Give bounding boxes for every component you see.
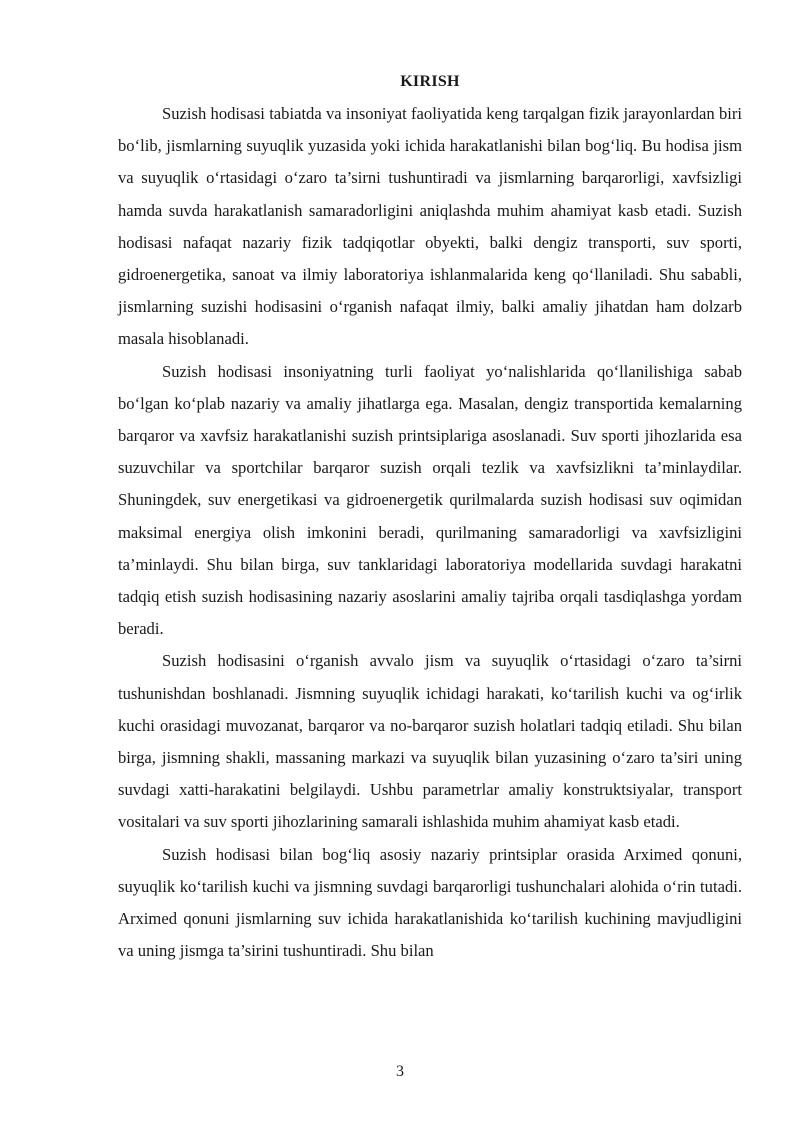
section-title: KIRISH: [400, 73, 460, 90]
page-number: 3: [396, 1063, 404, 1080]
paragraph-2: Suzish hodisasi insoniyatning turli faoliyat yo‘nalishlarida qo‘llanilishiga sabab bo‘lgan ko‘plab nazariy va amaliy jihatlarga ega. Masalan, dengiz transportida kemalarning barqaror va xavfsiz harakatlanishi suzish printsiplariga asoslanadi. Suv sporti jihozlarida esa suzuvchilar va sportchilar barqaror suzish orqali tezlik va xavfsizlikni ta’minlaydilar. Shuningdek, suv energetikasi va gidroenergetik qurilmalarda suzish hodisasi suv oqimidan maksimal energiya olish imkonini beradi, qurilmaning samaradorligi va xavfsizligini ta’minlaydi. Shu bilan birga, suv tanklaridagi laboratoriya modellarida suvdagi harakatni tadqiq etish suzish hodisasining nazariy asoslarini amaliy tajriba orqali tasdiqlashga yordam beradi.: [118, 361, 742, 639]
document-page: [118, 72, 742, 967]
paragraph-4: Suzish hodisasi bilan bog‘liq asosiy nazariy printsiplar orasida Arximed qonuni, suyuqlik ko‘tarilish kuchi va jismning suvdagi barqarorligi tushunchalari alohida o‘rin tutadi. Arximed qonuni jismlarning suv ichida harakatlanishida ko‘tarilish kuchining mavjudligini va uning jismga ta’sirini tushuntiradi. Shu bilan: [118, 844, 742, 961]
paragraph-3: Suzish hodisasini o‘rganish avvalo jism va suyuqlik o‘rtasidagi o‘zaro ta’sirni tushunishdan boshlanadi. Jismning suyuqlik ichidagi harakati, ko‘tarilish kuchi va og‘irlik kuchi orasidagi muvozanat, barqaror va no-barqaror suzish holatlari tadqiq etiladi. Shu bilan birga, jismning shakli, massaning markazi va suyuqlik bilan yuzasining o‘zaro ta’siri uning suvdagi xatti-harakatini belgilaydi. Ushbu parametrlar amaliy konstruktsiyalar, transport vositalari va suv sporti jihozlarining samarali ishlashida muhim ahamiyat kasb etadi.: [118, 651, 742, 832]
paragraph-1: Suzish hodisasi tabiatda va insoniyat faoliyatida keng tarqalgan fizik jarayonlardan biri bo‘lib, jismlarning suyuqlik yuzasida yoki ichida harakatlanishi bilan bog‘liq. Bu hodisa jism va suyuqlik o‘rtasidagi o‘zaro ta’sirni tushuntiradi va jismlarning barqarorligi, xavfsizligi hamda suvda harakatlanish samaradorligini aniqlashda muhim ahamiyat kasb etadi. Suzish hodisasi nafaqat nazariy fizik tadqiqotlar obyekti, balki dengiz transporti, suv sporti, gidroenergetika, sanoat va ilmiy laboratoriya ishlanmalarida keng qo‘llaniladi. Shu sababli, jismlarning suzishi hodisasini o‘rganish nafaqat ilmiy, balki amaliy jihatdan ham dolzarb masala hisoblanadi.: [118, 104, 742, 349]
